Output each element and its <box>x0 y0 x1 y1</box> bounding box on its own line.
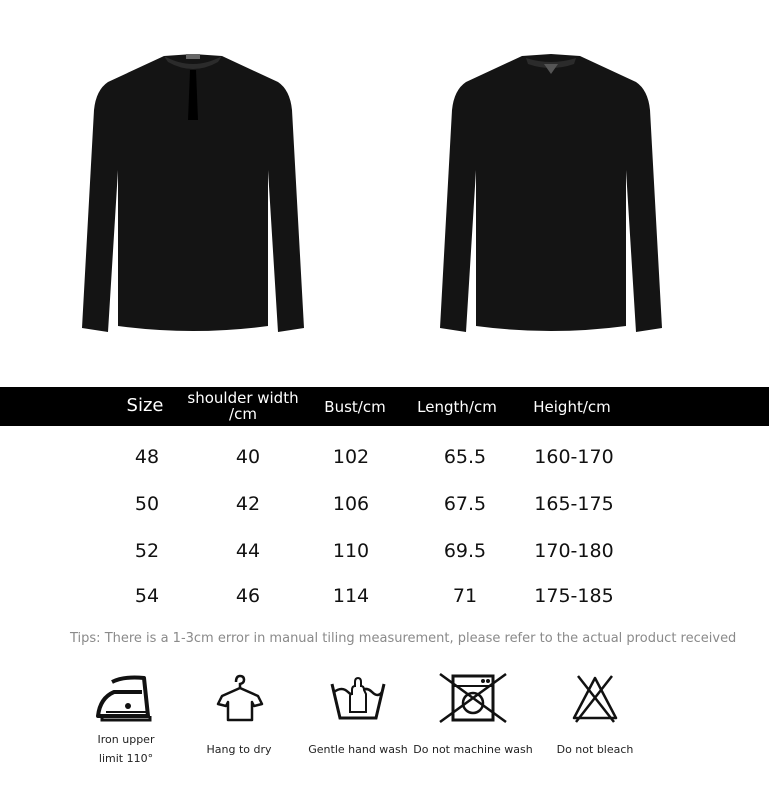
care-iron-line1: Iron upper <box>97 733 155 746</box>
cell-length: 67.5 <box>443 493 487 515</box>
cell-height: 170-180 <box>534 540 614 562</box>
care-iron-label <box>86 730 166 768</box>
care-hang-label: Hang to dry <box>206 743 272 756</box>
size-table-header <box>0 387 769 426</box>
sweater-back-image <box>436 50 666 335</box>
cell-shoulder: 40 <box>235 446 261 468</box>
care-hand-wash-label: Gentle hand wash <box>308 743 408 756</box>
cell-height: 175-185 <box>534 585 614 607</box>
cell-length: 69.5 <box>443 540 487 562</box>
cell-height: 165-175 <box>534 493 614 515</box>
cell-size: 54 <box>134 585 160 607</box>
cell-shoulder: 46 <box>235 585 261 607</box>
cell-size: 50 <box>134 493 160 515</box>
header-bust: Bust/cm <box>324 398 386 416</box>
care-no-machine <box>413 672 533 759</box>
cell-length: 65.5 <box>443 446 487 468</box>
header-shoulder <box>178 390 308 422</box>
hanger-shirt-icon <box>214 672 264 724</box>
cell-bust: 102 <box>332 446 370 468</box>
header-shoulder-line2: /cm <box>229 405 257 423</box>
care-iron <box>86 672 166 768</box>
cell-size: 52 <box>134 540 160 562</box>
header-shoulder-line1: shoulder width <box>187 389 299 407</box>
cell-bust: 114 <box>332 585 370 607</box>
cell-shoulder: 44 <box>235 540 261 562</box>
cell-bust: 110 <box>332 540 370 562</box>
iron-icon <box>94 672 158 724</box>
cell-length: 71 <box>452 585 478 607</box>
header-size: Size <box>126 395 164 416</box>
measurement-tips: Tips: There is a 1-3cm error in manual tiling measurement, please refer to the actual product received <box>70 631 737 646</box>
header-height: Height/cm <box>533 398 611 416</box>
care-iron-line2: limit 110° <box>98 752 154 765</box>
cell-shoulder: 42 <box>235 493 261 515</box>
hand-wash-icon <box>328 672 388 724</box>
no-machine-wash-icon <box>438 672 508 724</box>
sweater-front-image <box>78 50 308 335</box>
cell-size: 48 <box>134 446 160 468</box>
care-no-bleach <box>552 672 638 759</box>
header-length: Length/cm <box>417 398 497 416</box>
care-hand-wash <box>308 672 408 759</box>
care-hang <box>199 672 279 759</box>
care-no-machine-label: Do not machine wash <box>413 743 533 756</box>
care-no-bleach-label: Do not bleach <box>556 743 634 756</box>
cell-height: 160-170 <box>534 446 614 468</box>
cell-bust: 106 <box>332 493 370 515</box>
no-bleach-icon <box>570 672 620 724</box>
